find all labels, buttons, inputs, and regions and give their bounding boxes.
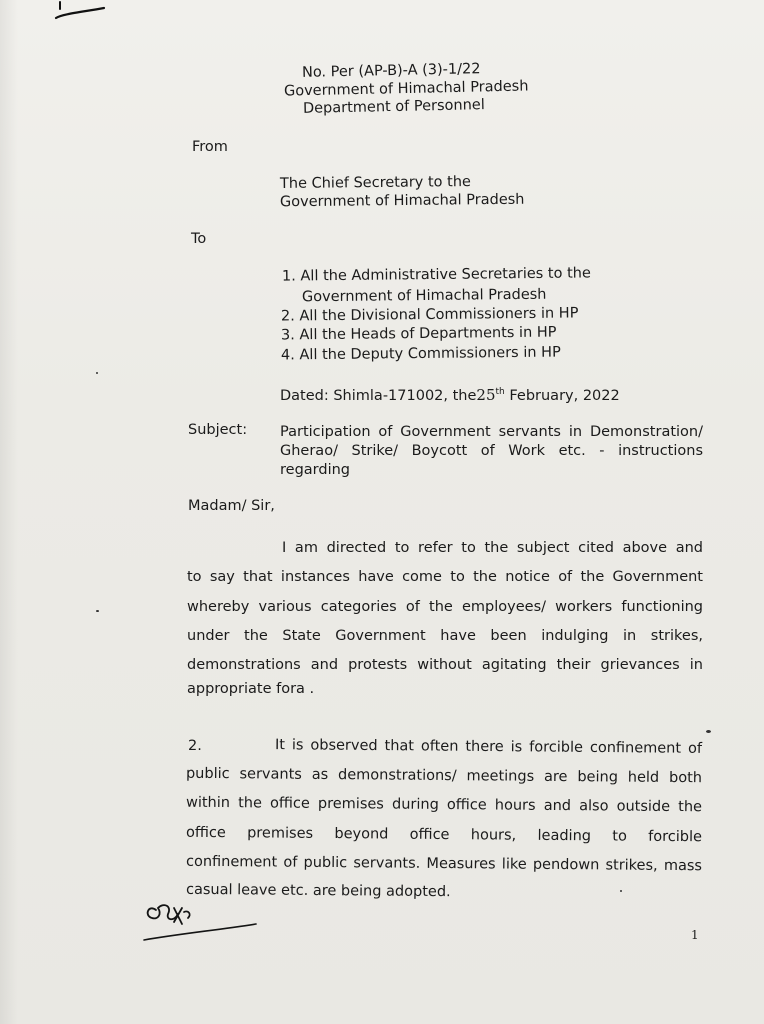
to-label: To [191, 231, 207, 247]
scan-speck [96, 372, 98, 374]
recipient-item: 3. All the Heads of Departments in HP [280, 324, 557, 344]
sender-line-2: Government of Himachal Pradesh [279, 191, 525, 211]
subject-line: Participation of Government servants in Demonstration/ [280, 424, 703, 440]
pen-stroke-mark [52, 0, 112, 22]
recipient-item: Government of Himachal Pradesh [301, 286, 547, 306]
paragraph-line: casual leave etc. are being adopted. [185, 881, 451, 901]
scan-speck [706, 730, 711, 733]
dated-day-suffix: th [495, 387, 505, 397]
page-number: 1 [691, 928, 699, 942]
dated-day: 25 [476, 385, 496, 404]
paragraph-line: It is observed that often there is forcible confinement of [274, 737, 703, 757]
paragraph-line: whereby various categories of the employees/ workers functioning [187, 599, 703, 615]
salutation: Madam/ Sir, [188, 498, 275, 514]
page-edge-shadow [0, 0, 18, 1024]
government-name: Government of Himachal Pradesh [283, 78, 529, 100]
recipient-item: 2. All the Divisional Commissioners in HP [280, 305, 579, 325]
scan-speck [96, 610, 99, 612]
subject-line: Gherao/ Strike/ Boycott of Work etc. - instructions [280, 443, 703, 459]
dated-month-year: February, 2022 [509, 387, 620, 404]
file-number: No. Per (AP-B)-A (3)-1/22 [301, 61, 481, 81]
paragraph-line: to say that instances have come to the notice of the Government [187, 569, 703, 585]
paragraph-line: demonstrations and protests without agitating their grievances in [187, 657, 703, 673]
recipient-item: 4. All the Deputy Commissioners in HP [280, 344, 561, 364]
scan-speck [620, 890, 622, 892]
paragraph-line: appropriate fora . [187, 681, 315, 697]
subject-line: regarding [280, 462, 350, 478]
recipient-item: 1. All the Administrative Secretaries to the [281, 265, 591, 285]
paragraph-line: public servants as demonstrations/ meetings are being held both [185, 765, 703, 787]
paragraph-line: within the office premises during office hours and also outside the [185, 794, 703, 816]
dated-prefix: Dated: Shimla-171002, the [280, 387, 477, 404]
sender-line-1: The Chief Secretary to the [279, 174, 471, 192]
paragraph-line: under the State Government have been indulging in strikes, [187, 628, 703, 644]
paragraph-number: 2. [188, 738, 202, 754]
subject-label: Subject: [188, 422, 248, 438]
signature-initials [138, 888, 263, 948]
dated-line [280, 383, 620, 405]
paragraph-line: office premises beyond office hours, leading to forcible [185, 824, 703, 846]
from-label: From [192, 139, 228, 155]
paragraph-line: I am directed to refer to the subject cited above and [282, 540, 703, 556]
paragraph-line: confinement of public servants. Measures like pendown strikes, mass [185, 853, 703, 875]
department-name: Department of Personnel [302, 97, 485, 117]
